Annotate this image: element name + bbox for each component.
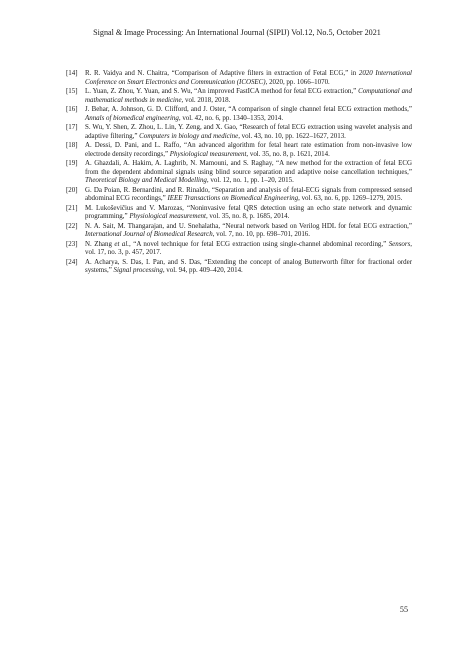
reference-source-italic: et al. [114,239,130,248]
reference-source-italic: Annals of biomedical engineering [85,113,179,122]
reference-entry [66,222,412,239]
reference-text [85,222,412,239]
reference-text-run: J. Behar, A. Johnson, G. D. Clifford, and J. Oster, “A comparison of single channel fetal ECG extraction methods,” [85,105,412,113]
reference-text [85,240,412,257]
reference-entry [66,240,412,257]
reference-number: [21] [66,203,78,212]
reference-entry [66,186,412,203]
reference-text-run: G. Da Poian, R. Bernardini, and R. Rinaldo, “Separation and analysis of fetal-ECG signals from compressed sensed abdominal ECG recordings,” [85,185,412,203]
reference-text-run: , vol. 2018, 2018. [181,95,231,104]
reference-text [85,87,412,104]
reference-source-italic: Computational and mathematical methods in medicine [85,87,412,104]
reference-number: [14] [66,69,78,77]
reference-text [85,258,412,275]
reference-entry [66,69,412,86]
reference-source-italic: International Journal of Biomedical Research [85,230,213,239]
reference-text-run: , vol. 94, pp. 409–420, 2014. [162,266,243,275]
reference-text-run: , vol. 7, no. 10, pp. 698–701, 2016. [212,230,311,239]
reference-text-run: , vol. 43, no. 10, pp. 1622–1627, 2013. [238,131,346,140]
reference-text [85,141,412,158]
reference-entry [66,141,412,158]
reference-source-italic: Computers in biology and medicine [139,131,239,140]
reference-text-run: , “A novel technique for fetal ECG extraction using single-channel abdominal recording,” [129,239,389,248]
reference-text-run: , vol. 17, no. 3, p. 457, 2017. [85,239,413,257]
reference-number: [20] [66,185,78,194]
reference-number: [18] [66,141,78,149]
reference-text-run: , vol. 63, no. 6, pp. 1269–1279, 2015. [298,194,403,203]
reference-text-run: , 2020, pp. 1066–1070. [265,77,330,86]
reference-source-italic: Signal processing [113,266,163,275]
reference-source-italic: Physiological measurement [169,149,247,158]
reference-number: [23] [66,239,78,248]
reference-text [85,186,412,203]
reference-source-italic: 2020 International Conference on Smart Electronics and Communication (ICOSEC) [85,69,412,86]
reference-list [66,69,412,276]
reference-text-run: N. Zhang [85,239,115,248]
reference-text [85,123,412,140]
reference-text [85,159,412,184]
reference-source-italic: Sensors [388,239,411,248]
reference-text-run: M. Lukoševičius and V. Marozas, “Noninvasive fetal QRS detection using an echo state network and dynamic programming,” [85,203,412,221]
reference-text [85,204,412,221]
reference-number: [16] [66,105,78,113]
reference-text-run: , vol. 35, no. 8, p. 1621, 2014. [246,149,330,158]
reference-text-run: , vol. 35, no. 8, p. 1685, 2014. [205,212,290,221]
reference-entry [66,258,412,275]
reference-text-run: N. A. Sait, M. Thangarajan, and U. Snehalatha, “Neural network based on Verilog HDL for fetal ECG extraction,” [85,221,412,230]
reference-text-run: L. Yuan, Z. Zhou, Y. Yuan, and S. Wu, “An improved FastICA method for fetal ECG extraction,” [85,87,359,95]
reference-text-run: A. Ghazdali, A. Hakim, A. Laghrib, N. Mamouni, and S. Raghay, “A new method for the extraction of fetal ECG from the dependent abdominal signals using blind source separation and adaptive noise cancellation techniques,” [85,159,412,176]
reference-source-italic: Physiological measurement [129,212,206,221]
reference-text [85,69,412,86]
reference-number: [19] [66,159,78,167]
reference-source-italic: IEEE Transactions on Biomedical Engineering [167,194,299,203]
reference-text-run: R. R. Vaidya and N. Chaitra, “Comparison of Adaptive filters in extraction of Fetal ECG,” in [85,69,359,77]
reference-number: [24] [66,257,78,266]
page-number: 55 [399,605,408,614]
reference-entry [66,204,412,221]
reference-text [85,105,412,122]
reference-text-run: A. Dessi, D. Pani, and L. Raffo, “An advanced algorithm for fetal heart rate estimation from non-invasive low electrode density recordings,” [85,141,412,158]
reference-number: [17] [66,123,78,131]
reference-entry [66,105,412,122]
reference-text-run: S. Wu, Y. Shen, Z. Zhou, L. Lin, Y. Zeng, and X. Gao, “Research of fetal ECG extraction using wavelet analysis and adaptive filtering,” [85,123,412,140]
reference-number: [22] [66,221,78,230]
reference-entry [66,159,412,185]
reference-entry [66,87,412,104]
reference-text-run: A. Acharya, S. Das, I. Pan, and S. Das, “Extending the concept of analog Butterworth filter for fractional order systems,” [85,257,412,275]
reference-text-run: , vol. 12, no. 1, pp. 1–20, 2015. [206,176,294,185]
running-header: Signal & Image Processing: An International Journal (SIPIJ) Vol.12, No.5, October 2021 [93,28,381,37]
reference-number: [15] [66,87,78,95]
reference-source-italic: Theoretical Biology and Medical Modelling [85,176,207,185]
reference-text-run: , vol. 42, no. 6, pp. 1340–1353, 2014. [178,113,284,122]
reference-entry [66,123,412,140]
